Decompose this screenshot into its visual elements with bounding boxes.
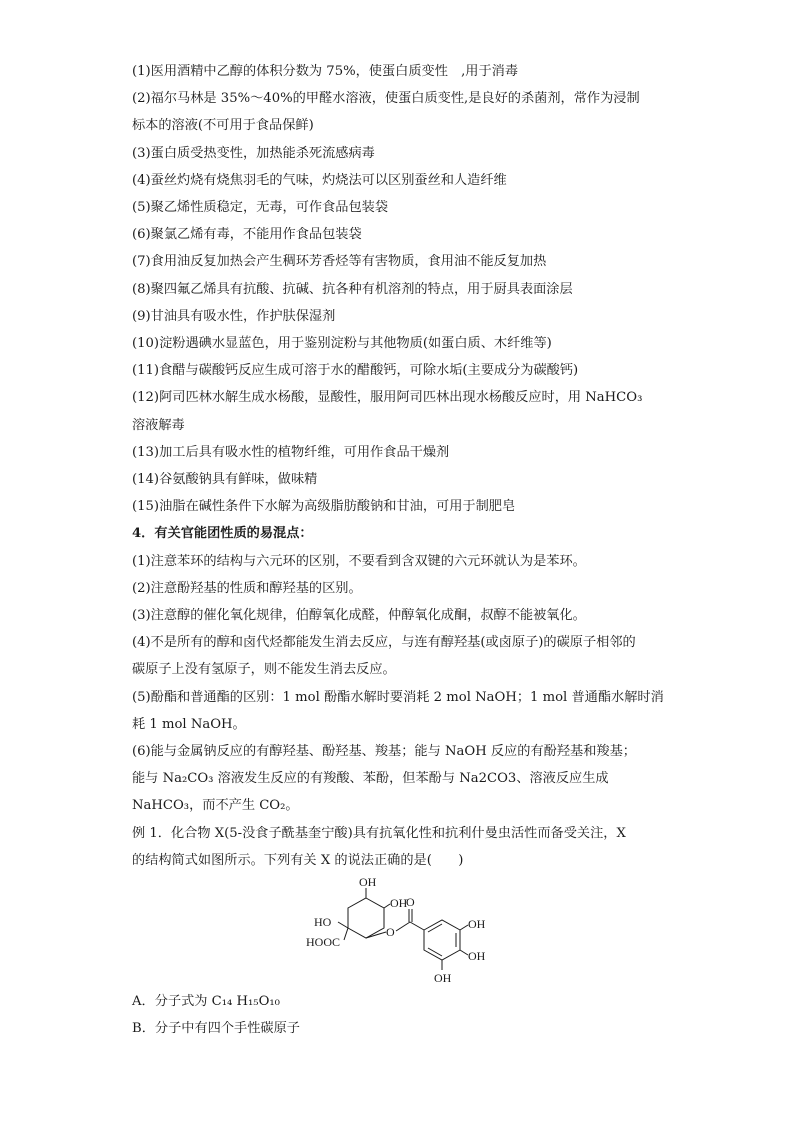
- item-2: (2)福尔马林是 35%～40%的甲醛水溶液，使蛋白质变性,是良好的杀菌剂，常作为浸制: [132, 91, 640, 107]
- point-5: (5)酚酯和普通酯的区别：1 mol 酚酯水解时要消耗 2 mol NaOH；1 mol 普通酯水解时消: [132, 689, 664, 705]
- item-12: (12)阿司匹林水解生成水杨酸，显酸性，服用阿司匹林出现水杨酸反应时，用 NaHCO₃: [132, 390, 643, 406]
- item-6: (6)聚氯乙烯有毒，不能用作食品包装袋: [132, 227, 362, 243]
- item-12-cont: 溶液解毒: [132, 417, 185, 433]
- bond-ho-left: [338, 922, 348, 928]
- point-4-cont: 碳原子上没有氢原子，则不能发生消去反应。: [132, 662, 396, 678]
- point-6: (6)能与金属钠反应的有醇羟基、酚羟基、羧基；能与 NaOH 反应的有酚羟基和羧基；: [132, 744, 636, 760]
- structural-formula: [304, 876, 494, 988]
- point-3: (3)注意醇的催化氧化规律，伯醇氧化成醛，仲醇氧化成酮，叔醇不能被氧化。: [132, 608, 586, 624]
- label-oh-r1: OH: [468, 917, 486, 932]
- item-14: (14)谷氨酸钠具有鲜味，做味精: [132, 472, 318, 488]
- bond-cooh: [344, 928, 348, 940]
- point-6-cont-2: NaHCO₃，而不产生 CO₂。: [132, 798, 299, 814]
- section-4-heading: 4．有关官能团性质的易混点：: [132, 526, 313, 542]
- document-page: [132, 58, 662, 1043]
- item-3: (3)蛋白质受热变性，加热能杀死流感病毒: [132, 145, 375, 161]
- benzene-ring: [424, 920, 460, 960]
- label-oh-top: OH: [359, 876, 377, 890]
- item-10: (10)淀粉遇碘水显蓝色，用于鉴别淀粉与其他物质(如蛋白质、木纤维等): [132, 336, 552, 352]
- benzene-double-3: [428, 948, 442, 956]
- option-a: A．分子式为 C₁₄ H₁₅O₁₀: [132, 994, 280, 1010]
- point-6-cont: 能与 Na₂CO₃ 溶液发生反应的有羧酸、苯酚，但苯酚与 Na2CO3、溶液反应生成: [132, 771, 609, 787]
- label-o-carbonyl: O: [406, 895, 415, 910]
- label-cooh: HOOC: [306, 935, 341, 950]
- point-5-cont: 耗 1 mol NaOH。: [132, 716, 246, 732]
- item-2-cont: 标本的溶液(不可用于食品保鲜): [132, 118, 314, 134]
- bond-oh-r1: [460, 925, 468, 930]
- point-2: (2)注意酚羟基的性质和醇羟基的区别。: [132, 580, 362, 596]
- label-o-ester: O: [386, 925, 395, 940]
- example-question-line-1: 例 1．化合物 X(5-没食子酰基奎宁酸)具有抗氧化性和抗利什曼虫活性而备受关注，X: [132, 825, 626, 841]
- bond-oh-r2: [460, 950, 468, 955]
- item-11: (11)食醋与碳酸钙反应生成可溶于水的醋酸钙，可除水垢(主要成分为碳酸钙): [132, 363, 579, 379]
- point-1: (1)注意苯环的结构与六元环的区别，不要看到含双键的六元环就认为是苯环。: [132, 553, 586, 569]
- item-1: (1)医用酒精中乙醇的体积分数为 75%，使蛋白质变性 ,用于消毒: [132, 64, 519, 79]
- cyclohexane-ring: [348, 898, 384, 938]
- label-oh-r2: OH: [468, 949, 486, 964]
- bond-o-carbonyl: [396, 922, 410, 931]
- item-4: (4)蚕丝灼烧有烧焦羽毛的气味，灼烧法可以区别蚕丝和人造纤维: [132, 172, 507, 188]
- item-8: (8)聚四氟乙烯具有抗酸、抗碱、抗各种有机溶剂的特点，用于厨具表面涂层: [132, 281, 573, 297]
- label-oh-bottom: OH: [434, 971, 452, 986]
- label-oh-upper: OH: [390, 896, 408, 911]
- item-9: (9)甘油具有吸水性，作护肤保湿剂: [132, 308, 336, 324]
- item-5: (5)聚乙烯性质稳定，无毒，可作食品包装袋: [132, 200, 389, 216]
- example-question-line-2: 的结构简式如图所示。下列有关 X 的说法正确的是( ): [132, 852, 464, 868]
- bond-to-benzene: [410, 922, 424, 930]
- option-b: B．分子中有四个手性碳原子: [132, 1021, 300, 1037]
- item-7: (7)食用油反复加热会产生稠环芳香烃等有害物质，食用油不能反复加热: [132, 254, 547, 270]
- benzene-double-1: [428, 924, 442, 932]
- point-4: (4)不是所有的醇和卤代烃都能发生消去反应，与连有醇羟基(或卤原子)的碳原子相邻的: [132, 635, 636, 651]
- item-13: (13)加工后具有吸水性的植物纤维，可用作食品干燥剂: [132, 444, 450, 460]
- item-15: (15)油脂在碱性条件下水解为高级脂肪酸钠和甘油，可用于制肥皂: [132, 499, 516, 515]
- label-ho-left: HO: [314, 915, 332, 930]
